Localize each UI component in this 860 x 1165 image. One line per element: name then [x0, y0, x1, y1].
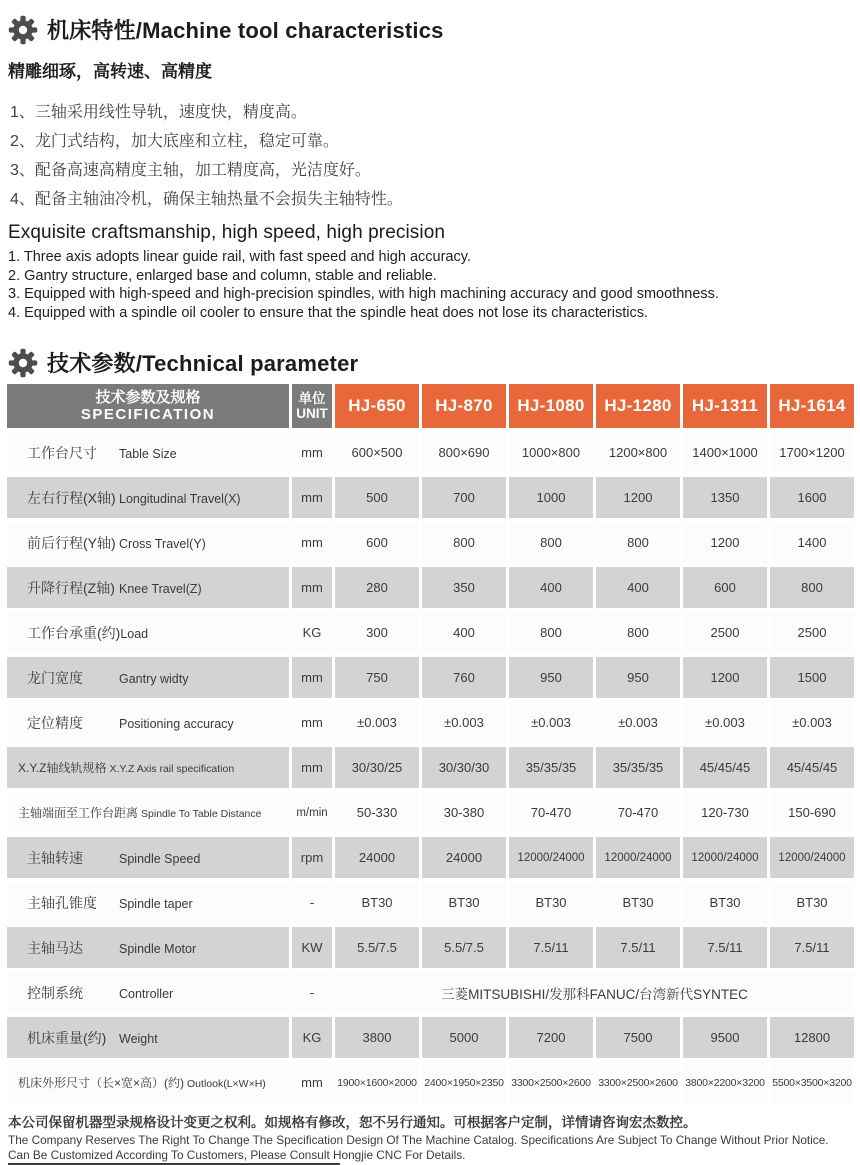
unit-header-cn: 单位: [298, 391, 326, 406]
characteristics-title: 机床特性/Machine tool characteristics: [47, 18, 444, 43]
value-cell: 800: [422, 522, 506, 563]
value-cell: 600: [683, 567, 767, 608]
merged-value-cell: 三菱MITSUBISHI/发那科FANUC/台湾新代SYNTEC: [335, 972, 854, 1013]
model-header: HJ-1614: [770, 384, 854, 428]
spec-label-cell: [7, 702, 289, 743]
value-cell: 950: [596, 657, 680, 698]
spec-label-en: Knee Travel(Z): [119, 581, 202, 596]
unit-cell: mm: [292, 477, 332, 518]
technical-parameter-table: [4, 380, 857, 1107]
spec-label-cn: 前后行程(Y轴): [27, 534, 116, 551]
spec-label-cn: 主轴马达: [27, 939, 83, 956]
value-cell: BT30: [509, 882, 593, 923]
spec-row: [7, 747, 854, 788]
value-cell: 2400×1950×2350: [422, 1062, 506, 1103]
spec-label-en: Weight: [119, 1031, 158, 1046]
value-cell: 800: [596, 522, 680, 563]
value-cell: BT30: [683, 882, 767, 923]
spec-header-cell: [7, 384, 289, 428]
spec-label-cn: 工作台尺寸: [27, 444, 97, 461]
value-cell: 1700×1200: [770, 432, 854, 473]
value-cell: 7.5/11: [596, 927, 680, 968]
unit-cell: rpm: [292, 837, 332, 878]
value-cell: 1500: [770, 657, 854, 698]
spec-header-en: SPECIFICATION: [80, 406, 216, 423]
feature-item-cn: 3、配备高速高精度主轴，加工精度高，光洁度好。: [10, 162, 371, 179]
value-cell: 30-380: [422, 792, 506, 833]
section-header-characteristics: [8, 14, 852, 45]
spec-row: [7, 792, 854, 833]
value-cell: 12000/24000: [596, 837, 680, 878]
unit-cell: -: [292, 882, 332, 923]
value-cell: 50-330: [335, 792, 419, 833]
value-cell: 1200×800: [596, 432, 680, 473]
spec-label-cn: 主轴转速: [27, 849, 83, 866]
spec-label-en: Cross Travel(Y): [119, 536, 206, 551]
value-cell: 30/30/30: [422, 747, 506, 788]
value-cell: ±0.003: [683, 702, 767, 743]
spec-label-cn: 左右行程(X轴): [27, 489, 116, 506]
spec-label-cn: 控制系统: [27, 984, 83, 1001]
spec-label-cn: 定位精度: [27, 714, 83, 731]
value-cell: 3300×2500×2600: [596, 1062, 680, 1103]
value-cell: 5.5/7.5: [422, 927, 506, 968]
value-cell: 2500: [770, 612, 854, 653]
value-cell: 3300×2500×2600: [509, 1062, 593, 1103]
value-cell: 1000×800: [509, 432, 593, 473]
spec-row: [7, 612, 854, 653]
spec-label-en: Spindle Motor: [119, 941, 197, 956]
spec-row: [7, 657, 854, 698]
spec-row: [7, 702, 854, 743]
spec-label-cn: X.Y.Z轴线轨规格: [18, 761, 107, 775]
value-cell: 300: [335, 612, 419, 653]
spec-label-cell: [7, 747, 289, 788]
model-header: HJ-650: [335, 384, 419, 428]
spec-label-en: Outlook(L×W×H): [187, 1078, 266, 1090]
value-cell: 1200: [596, 477, 680, 518]
spec-label-cell: [7, 882, 289, 923]
feature-item-cn: 2、龙门式结构，加大底座和立柱，稳定可靠。: [10, 133, 339, 150]
value-cell: 600×500: [335, 432, 419, 473]
value-cell: BT30: [422, 882, 506, 923]
spec-label-cell: [7, 792, 289, 833]
spec-label-en: Table Size: [119, 446, 177, 461]
unit-cell: mm: [292, 657, 332, 698]
section-header-parameters: [8, 347, 852, 378]
value-cell: 700: [422, 477, 506, 518]
spec-row: [7, 477, 854, 518]
unit-cell: mm: [292, 702, 332, 743]
spec-label-cell: [7, 477, 289, 518]
spec-row: [7, 432, 854, 473]
spec-label-cell: [7, 1017, 289, 1058]
value-cell: ±0.003: [335, 702, 419, 743]
value-cell: 12000/24000: [770, 837, 854, 878]
feature-list-cn: [10, 98, 852, 214]
value-cell: 7.5/11: [683, 927, 767, 968]
model-header: HJ-1311: [683, 384, 767, 428]
spec-label-cell: [7, 612, 289, 653]
value-cell: 45/45/45: [770, 747, 854, 788]
value-cell: 1900×1600×2000: [335, 1062, 419, 1103]
unit-cell: KG: [292, 612, 332, 653]
unit-cell: mm: [292, 567, 332, 608]
value-cell: 5500×3500×3200: [770, 1062, 854, 1103]
characteristics-subtitle-en: Exquisite craftsmanship, high speed, high precision: [8, 222, 446, 243]
spec-label-cn: 工作台承重(约): [27, 624, 121, 641]
value-cell: 600: [335, 522, 419, 563]
spec-row: [7, 522, 854, 563]
value-cell: BT30: [335, 882, 419, 923]
spec-label-en: Controller: [119, 986, 174, 1001]
feature-item-en: 2. Gantry structure, enlarged base and column, stable and reliable.: [8, 267, 437, 284]
spec-label-en: X.Y.Z Axis rail specification: [109, 763, 235, 775]
model-header: HJ-1280: [596, 384, 680, 428]
value-cell: 1000: [509, 477, 593, 518]
table-header-row: [7, 384, 854, 428]
spec-label-en: Longitudinal Travel(X): [119, 491, 241, 506]
model-header: HJ-1080: [509, 384, 593, 428]
spec-label-cell: [7, 972, 289, 1013]
characteristics-section: [8, 14, 852, 322]
value-cell: 9500: [683, 1017, 767, 1058]
value-cell: ±0.003: [422, 702, 506, 743]
spec-label-cn: 主轴端面至工作台距离: [18, 806, 139, 820]
value-cell: 350: [422, 567, 506, 608]
value-cell: 7500: [596, 1017, 680, 1058]
value-cell: ±0.003: [770, 702, 854, 743]
unit-cell: mm: [292, 522, 332, 563]
value-cell: 1400×1000: [683, 432, 767, 473]
value-cell: 24000: [335, 837, 419, 878]
value-cell: 30/30/25: [335, 747, 419, 788]
gear-icon: [8, 348, 38, 378]
unit-cell: mm: [292, 432, 332, 473]
value-cell: 45/45/45: [683, 747, 767, 788]
page-footer: [8, 1114, 852, 1165]
spec-label-en: Spindle To Table Distance: [141, 808, 262, 820]
unit-header-en: UNIT: [296, 406, 328, 421]
feature-item-en: 4. Equipped with a spindle oil cooler to ensure that the spindle heat does not lose its characteristics.: [8, 304, 648, 321]
spec-label-cn: 机床重量(约): [27, 1029, 107, 1046]
parameters-title: 技术参数/Technical parameter: [47, 351, 359, 376]
model-header: HJ-870: [422, 384, 506, 428]
spec-label-cell: [7, 657, 289, 698]
value-cell: 12000/24000: [509, 837, 593, 878]
unit-cell: mm: [292, 1062, 332, 1103]
unit-cell: m/min: [292, 792, 332, 833]
value-cell: 70-470: [509, 792, 593, 833]
value-cell: 800: [509, 522, 593, 563]
value-cell: 1400: [770, 522, 854, 563]
value-cell: 400: [596, 567, 680, 608]
spec-label-cn: 龙门宽度: [27, 669, 83, 686]
value-cell: 950: [509, 657, 593, 698]
spec-label-cell: [7, 522, 289, 563]
feature-item-cn: 1、三轴采用线性导轨，速度快，精度高。: [10, 104, 307, 121]
value-cell: 7.5/11: [770, 927, 854, 968]
value-cell: BT30: [770, 882, 854, 923]
footer-disclaimer-en: The Company Reserves The Right To Change The Specification Design Of The Machine Catalog. Specifications Are Subject To Change Without Prior Notice. Can Be Customized According To Customers, Please Consult Hongjie CNC For Details.: [8, 1133, 829, 1162]
spec-label-cell: [7, 1062, 289, 1103]
feature-item-en: 1. Three axis adopts linear guide rail, with fast speed and high accuracy.: [8, 249, 471, 265]
value-cell: 2500: [683, 612, 767, 653]
value-cell: 1200: [683, 522, 767, 563]
spec-header-cn: 技术参数及规格: [95, 389, 201, 406]
value-cell: 760: [422, 657, 506, 698]
value-cell: 1350: [683, 477, 767, 518]
value-cell: 35/35/35: [509, 747, 593, 788]
value-cell: 400: [422, 612, 506, 653]
value-cell: 1200: [683, 657, 767, 698]
value-cell: 12800: [770, 1017, 854, 1058]
value-cell: 5000: [422, 1017, 506, 1058]
unit-cell: KG: [292, 1017, 332, 1058]
spec-label-cell: [7, 432, 289, 473]
value-cell: 7.5/11: [509, 927, 593, 968]
spec-row: [7, 837, 854, 878]
spec-label-cn: 机床外形尺寸（长×宽×高）(约): [18, 1076, 185, 1090]
value-cell: 400: [509, 567, 593, 608]
value-cell: 70-470: [596, 792, 680, 833]
spec-row: [7, 1017, 854, 1058]
value-cell: BT30: [596, 882, 680, 923]
value-cell: ±0.003: [509, 702, 593, 743]
unit-header-cell: [292, 384, 332, 428]
spec-row: [7, 882, 854, 923]
characteristics-subtitle-cn: 精雕细琢，高转速、高精度: [8, 62, 212, 81]
value-cell: ±0.003: [596, 702, 680, 743]
spec-label-en: Spindle Speed: [119, 851, 201, 866]
spec-label-cn: 主轴孔锥度: [27, 894, 97, 911]
value-cell: 35/35/35: [596, 747, 680, 788]
footer-disclaimer-cn: 本公司保留机器型录规格设计变更之权利。如规格有修改，恕不另行通知。可根据客户定制，详情请咨询宏杰数控。: [8, 1115, 697, 1130]
spec-label-en: Positioning accuracy: [119, 716, 234, 731]
value-cell: 5.5/7.5: [335, 927, 419, 968]
spec-label-cn: 升降行程(Z轴): [27, 579, 115, 596]
value-cell: 800: [509, 612, 593, 653]
value-cell: 1600: [770, 477, 854, 518]
value-cell: 12000/24000: [683, 837, 767, 878]
value-cell: 500: [335, 477, 419, 518]
spec-label-en: Gantry widty: [119, 671, 189, 686]
spec-label-en: Load: [120, 626, 149, 641]
value-cell: 3800×2200×3200: [683, 1062, 767, 1103]
value-cell: 280: [335, 567, 419, 608]
feature-item-cn: 4、配备主轴油冷机，确保主轴热量不会损失主轴特性。: [10, 191, 403, 208]
feature-list-en: [8, 248, 852, 322]
gear-icon: [8, 15, 38, 45]
value-cell: 800: [770, 567, 854, 608]
value-cell: 7200: [509, 1017, 593, 1058]
spec-label-cell: [7, 927, 289, 968]
value-cell: 24000: [422, 837, 506, 878]
value-cell: 120-730: [683, 792, 767, 833]
unit-cell: mm: [292, 747, 332, 788]
unit-cell: -: [292, 972, 332, 1013]
spec-label-cell: [7, 837, 289, 878]
spec-row: [7, 1062, 854, 1103]
value-cell: 750: [335, 657, 419, 698]
value-cell: 800×690: [422, 432, 506, 473]
value-cell: 150-690: [770, 792, 854, 833]
value-cell: 800: [596, 612, 680, 653]
parameters-section: [8, 347, 852, 1107]
value-cell: 3800: [335, 1017, 419, 1058]
spec-row: [7, 927, 854, 968]
spec-row: [7, 972, 854, 1013]
feature-item-en: 3. Equipped with high-speed and high-precision spindles, with high machining accuracy and good smoothness.: [8, 286, 719, 302]
unit-cell: KW: [292, 927, 332, 968]
spec-label-en: Spindle taper: [119, 896, 193, 911]
spec-row: [7, 567, 854, 608]
spec-label-cell: [7, 567, 289, 608]
